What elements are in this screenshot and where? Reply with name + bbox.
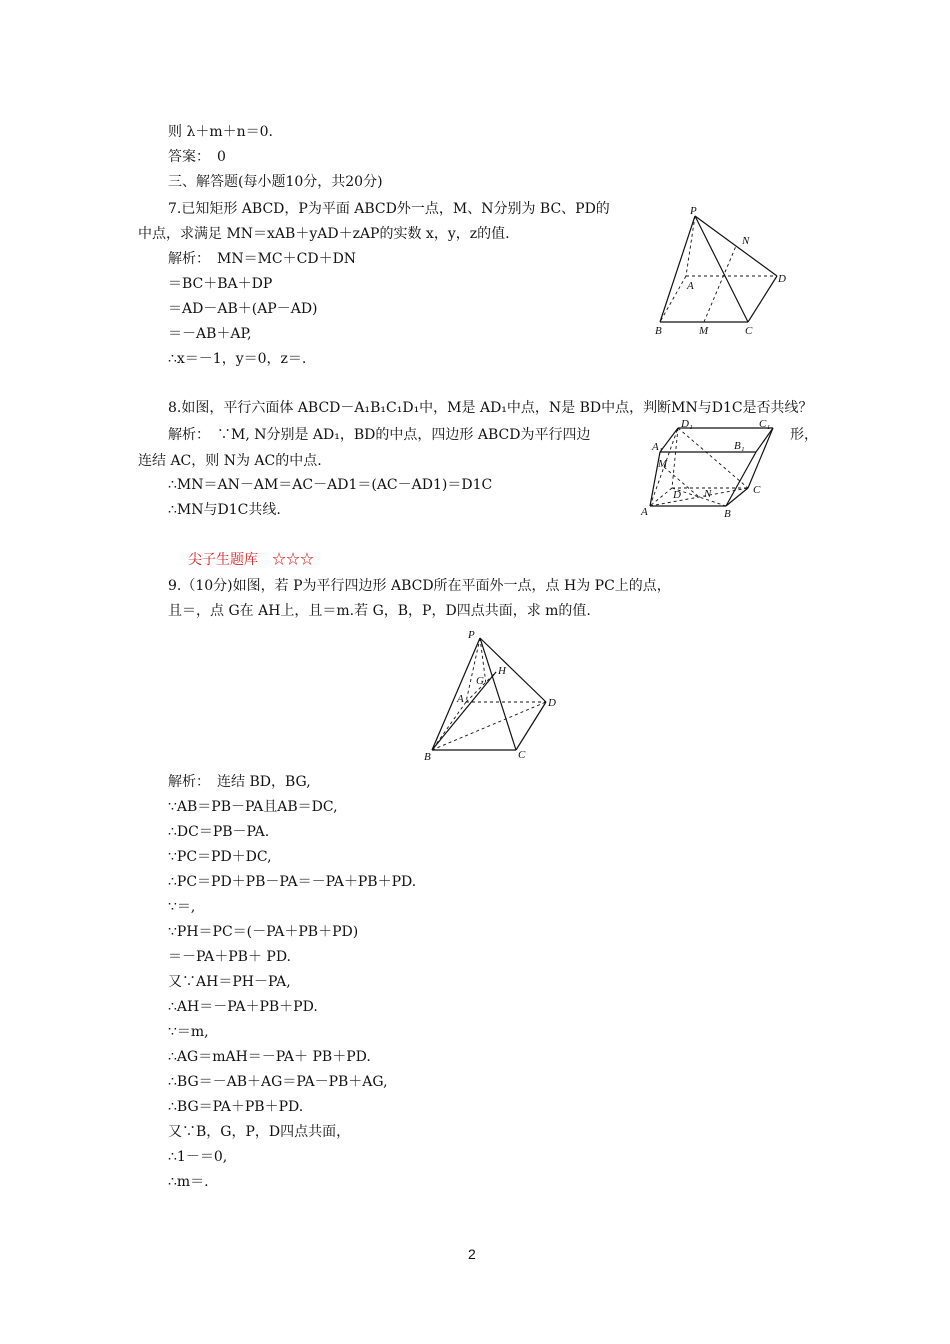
fig9-label: P xyxy=(468,629,475,641)
text-line: 答案： 0 xyxy=(168,149,226,165)
fig8-label: A xyxy=(641,506,648,518)
solution-line: 解析： MN＝MC＋CD＋DN xyxy=(168,251,357,267)
solution-line: ∴AH＝－PA＋PB＋PD. xyxy=(168,999,318,1015)
fig9-label: H xyxy=(498,665,506,677)
fig7-label: N xyxy=(742,235,750,247)
solution-line: 又∵AH＝PH－PA, xyxy=(168,974,291,990)
solution-line: ∴BG＝PA＋PB＋PD. xyxy=(168,1099,304,1115)
solution-line: ∴AG＝mAH＝－PA＋ PB＋PD. xyxy=(168,1049,371,1065)
question-9-line: 且＝，点 G在 AH上，且＝m.若 G，B，P，D四点共面，求 m的值. xyxy=(168,603,591,619)
solution-line: 形， xyxy=(790,427,818,443)
figure-8-parallelepiped xyxy=(638,416,788,520)
solution-line: ∴PC＝PD＋PB－PA＝－PA＋PB＋PD. xyxy=(168,874,417,890)
fig9-label: D xyxy=(548,697,556,709)
solution-line: 解析： 连结 BD，BG, xyxy=(168,774,311,790)
fig9-label: A xyxy=(457,693,464,705)
figure-7-pyramid xyxy=(650,200,800,340)
fig9-label: G xyxy=(476,675,484,687)
fig7-label: D xyxy=(778,273,786,285)
section-heading: 三、解答题(每小题10分，共20分) xyxy=(168,174,383,190)
solution-line: ∴m＝. xyxy=(168,1174,209,1190)
fig7-label: P xyxy=(690,205,697,217)
text-line: 则 λ＋m＋n＝0. xyxy=(168,124,273,140)
fig8-label: D xyxy=(673,489,681,501)
fig7-label: B xyxy=(655,325,662,337)
fig7-label: C xyxy=(745,325,753,337)
page-number: 2 xyxy=(468,1246,476,1262)
solution-line: ＝AD－AB＋(AP－AD) xyxy=(168,301,318,317)
solution-line: ∴BG＝－AB＋AG＝PA－PB＋AG, xyxy=(168,1074,388,1090)
solution-line: 解析： ∵M, N分别是 AD₁，BD的中点，四边形 ABCD为平行四边 xyxy=(168,427,591,443)
solution-line: ∵＝m, xyxy=(168,1024,209,1040)
solution-line: 连结 AC，则 N为 AC的中点. xyxy=(138,453,322,469)
question-8-line: 8.如图，平行六面体 ABCD－A₁B₁C₁D₁中，M是 AD₁中点，N是 BD中点，判断MN与D1C是否共线？ xyxy=(168,400,813,416)
fig8-label: N xyxy=(704,488,712,500)
solution-line: ∴MN与D1C共线. xyxy=(168,502,281,518)
solution-line: ＝－PA＋PB＋ PD. xyxy=(168,949,291,965)
fig8-label: A₁ xyxy=(652,441,663,453)
solution-line: ∴MN＝AN－AM＝AC－AD1＝(AC－AD1)＝D1C xyxy=(168,477,493,493)
question-9-line: 9.（10分)如图，若 P为平行四边形 ABCD所在平面外一点，点 H为 PC上的点， xyxy=(168,578,671,594)
figure-9-pyramid xyxy=(420,626,570,766)
solution-line: ∴x＝－1，y＝0，z＝. xyxy=(168,351,307,367)
fig8-label: C₁ xyxy=(759,418,771,430)
fig7-label: M xyxy=(699,325,709,337)
solution-line: ∴1－＝0, xyxy=(168,1149,228,1165)
solution-line: 又∵B，G，P，D四点共面， xyxy=(168,1124,351,1140)
solution-line: ∵PC＝PD＋DC, xyxy=(168,849,272,865)
solution-line: ＝－AB＋AP, xyxy=(168,326,252,342)
fig8-label: D₁ xyxy=(681,418,693,430)
question-7-line: 7.已知矩形 ABCD，P为平面 ABCD外一点，M、N分别为 BC、PD的 xyxy=(168,201,610,217)
question-7-line: 中点，求满足 MN＝xAB＋yAD＋zAP的实数 x，y，z的值. xyxy=(138,226,510,242)
fig8-label: B₁ xyxy=(734,440,745,452)
fig7-label: A xyxy=(687,280,694,292)
fig9-label: C xyxy=(518,749,526,761)
fig9-label: B xyxy=(424,751,431,763)
solution-line: ∵＝, xyxy=(168,899,196,915)
solution-line: ∵AB＝PB－PA且AB＝DC, xyxy=(168,799,338,815)
solution-line: ∵PH＝PC＝(－PA＋PB＋PD) xyxy=(168,924,359,940)
fig8-label: C xyxy=(753,484,761,496)
solution-line: ＝BC＋BA＋DP xyxy=(168,276,273,292)
fig8-label: M xyxy=(658,458,668,470)
solution-line: ∴DC＝PB－PA. xyxy=(168,824,270,840)
section-title-advanced: 尖子生题库 ☆☆☆ xyxy=(188,552,314,568)
fig8-label: B xyxy=(724,508,731,520)
